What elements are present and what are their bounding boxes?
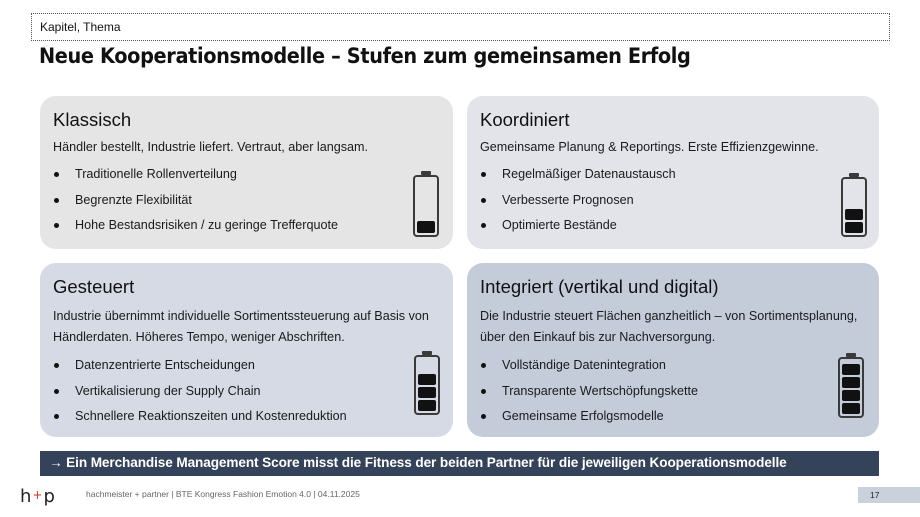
- list-item: Traditionelle Rollenverteilung: [53, 165, 439, 191]
- list-item: Transparente Wertschöpfungskette: [480, 382, 865, 408]
- battery-cell: [418, 374, 436, 385]
- card-integriert: [467, 263, 879, 437]
- battery-cell: [845, 222, 863, 233]
- card-gesteuert: [40, 263, 453, 437]
- battery-cell: [418, 387, 436, 398]
- list-item: Hohe Bestandsrisiken / zu geringe Trefferquote: [53, 216, 439, 242]
- card-description: Industrie übernimmt individuelle Sortimentssteuerung auf Basis von Händlerdaten. Höheres Tempo, weniger Abschriften.: [53, 309, 429, 344]
- battery-cell: [845, 209, 863, 220]
- page-number: 17: [858, 487, 920, 503]
- battery-cell: [842, 403, 860, 414]
- list-item: Datenzentrierte Entscheidungen: [53, 356, 439, 382]
- battery-level-icon: [413, 175, 439, 237]
- battery-cell: [842, 364, 860, 375]
- card-klassisch: [40, 96, 453, 249]
- battery-cell: [417, 221, 435, 233]
- card-description: Händler bestellt, Industrie liefert. Vertraut, aber langsam.: [53, 140, 369, 154]
- page-title: Neue Kooperationsmodelle – Stufen zum gemeinsamen Erfolg: [39, 44, 691, 68]
- battery-cell: [418, 400, 436, 411]
- card-title: Integriert (vertikal und digital): [480, 276, 719, 297]
- list-item: Vertikalisierung der Supply Chain: [53, 382, 439, 408]
- list-item: Optimierte Bestände: [480, 216, 865, 242]
- battery-cell: [842, 377, 860, 388]
- list-item: Vollständige Datenintegration: [480, 356, 865, 382]
- battery-level-icon: [838, 357, 864, 418]
- list-item: Verbesserte Prognosen: [480, 191, 865, 217]
- battery-cell: [842, 390, 860, 401]
- bullet-list: [480, 165, 865, 242]
- company-logo: h+p: [20, 486, 55, 507]
- bullet-list: [480, 356, 865, 433]
- list-item: Gemeinsame Erfolgsmodelle: [480, 407, 865, 433]
- card-title: Koordiniert: [480, 109, 570, 130]
- footer-text: hachmeister + partner | BTE Kongress Fashion Emotion 4.0 | 04.11.2025: [86, 489, 360, 499]
- conclusion-banner: → Ein Merchandise Management Score misst die Fitness der beiden Partner für die jeweiligen Kooperationsmodelle: [40, 451, 879, 476]
- section-label: Kapitel, Thema: [31, 13, 890, 41]
- card-description: Die Industrie steuert Flächen ganzheitlich – von Sortimentsplanung, über den Einkauf bis zur Nachversorgung.: [480, 309, 858, 344]
- bullet-list: [53, 356, 439, 433]
- battery-level-icon: [841, 177, 867, 237]
- card-koordiniert: [467, 96, 879, 249]
- list-item: Begrenzte Flexibilität: [53, 191, 439, 217]
- battery-level-icon: [414, 355, 440, 415]
- card-description: Gemeinsame Planung & Reportings. Erste Effizienzgewinne.: [480, 140, 819, 154]
- card-title: Gesteuert: [53, 276, 135, 297]
- list-item: Schnellere Reaktionszeiten und Kostenreduktion: [53, 407, 439, 433]
- card-title: Klassisch: [53, 109, 132, 130]
- bullet-list: [53, 165, 439, 242]
- list-item: Regelmäßiger Datenaustausch: [480, 165, 865, 191]
